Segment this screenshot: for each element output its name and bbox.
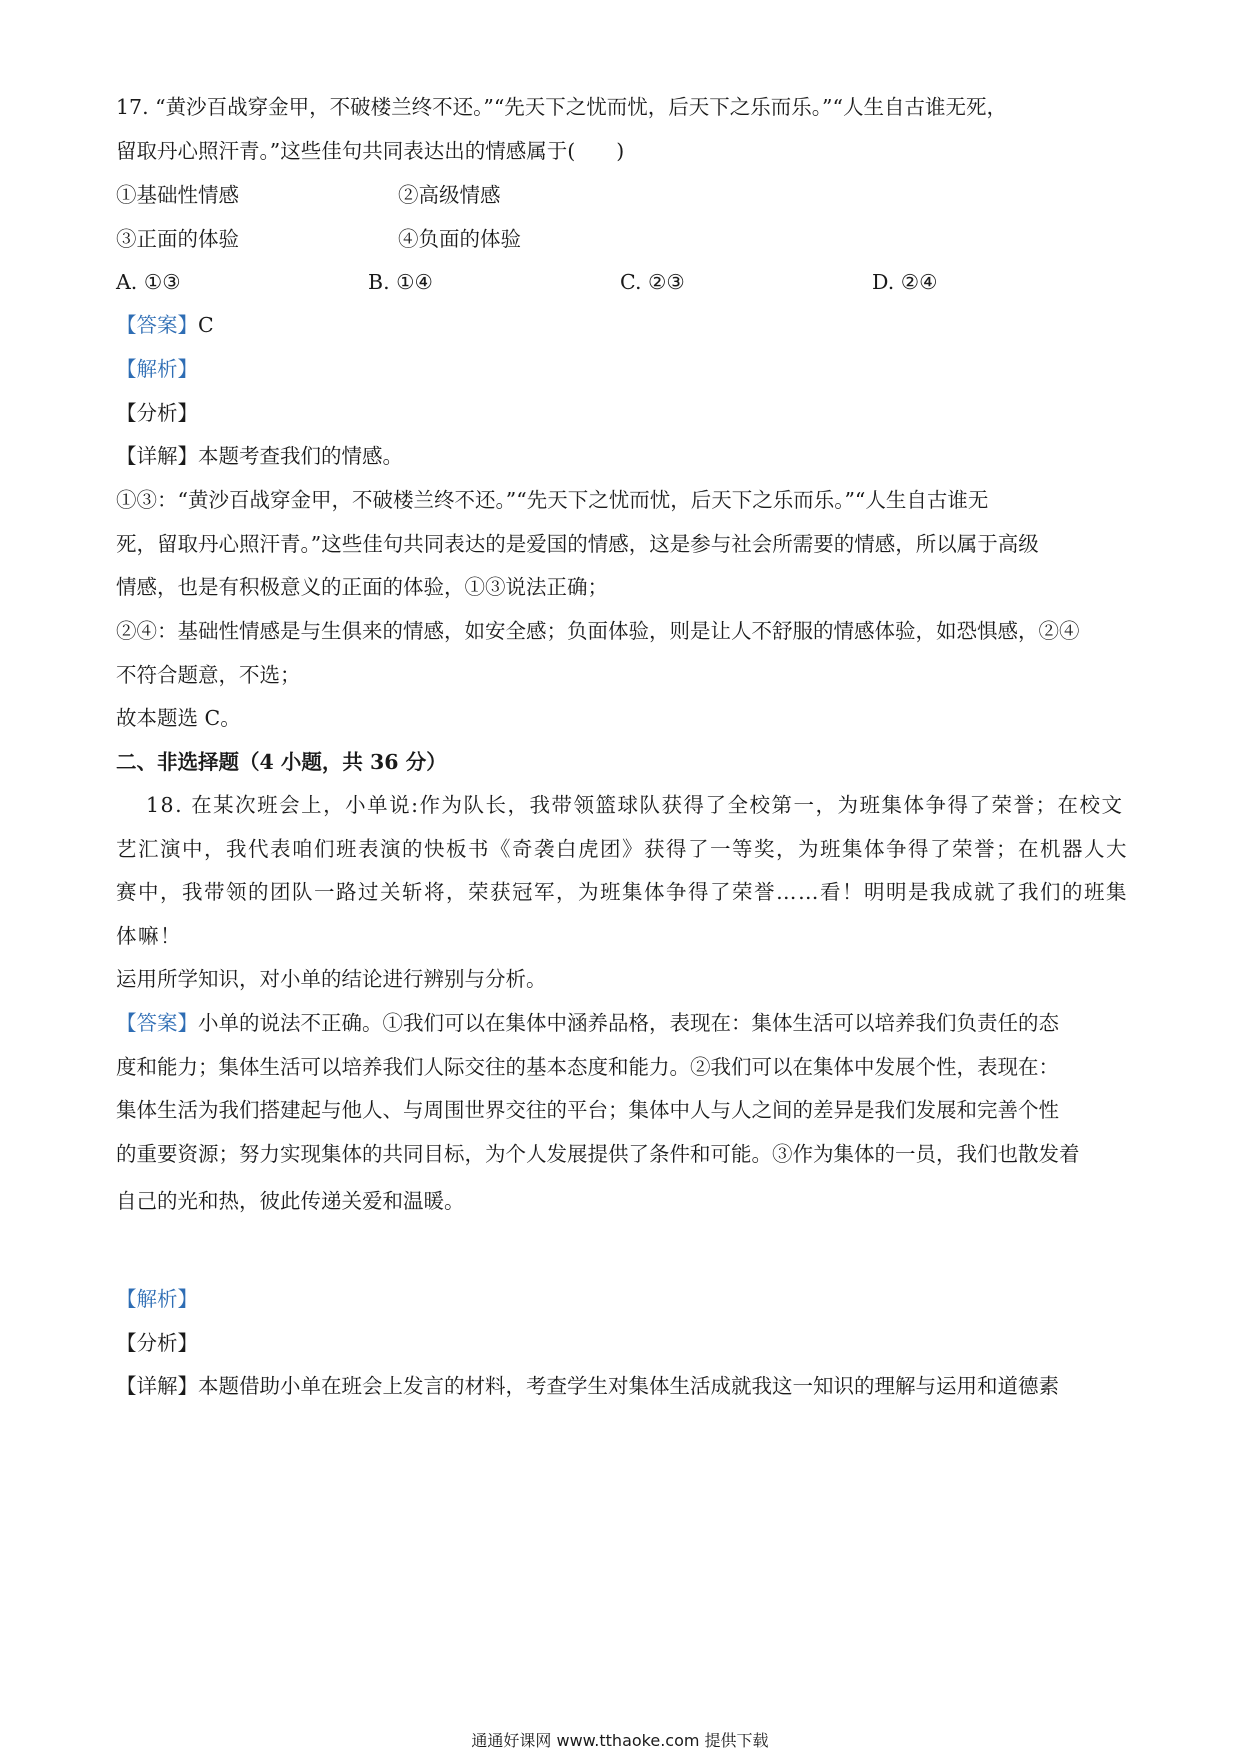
q18-answer-line: 自己的光和热，彼此传递关爱和温暖。 [116, 1189, 465, 1213]
q17-option-d: D. ②④ [872, 270, 938, 294]
q18-fenxi-tag: 【分析】 [116, 1331, 198, 1355]
q17-option-c: C. ②③ [620, 270, 685, 294]
q18-material-line: 18. 在某次班会上，小单说:作为队长，我带领篮球队获得了全校第一，为班集体争得了荣誉；在校文 [146, 793, 1124, 817]
q17-analysis-tag: 【解析】 [116, 357, 198, 381]
q18-material-line: 赛中，我带领的团队一路过关斩将，荣获冠军，为班集体争得了荣誉……看！明明是我成就了我们的班集 [116, 880, 1128, 904]
q18-answer-tag: 【答案】 [116, 1011, 198, 1035]
q17-detail-tag: 【详解】 [116, 444, 198, 468]
q18-answer-line: 度和能力；集体生活可以培养我们人际交往的基本态度和能力。②我们可以在集体中发展个性，表现在： [116, 1055, 1059, 1079]
q18-question: 运用所学知识，对小单的结论进行辨别与分析。 [116, 967, 547, 991]
q17-option-a: A. ①③ [116, 270, 181, 294]
q18-material-line: 艺汇演中，我代表咱们班表演的快板书《奇袭白虎团》获得了一等奖，为班集体争得了荣誉；在机器人大 [116, 837, 1128, 861]
q18-detail [116, 1371, 1136, 1401]
q18-detail-tag: 【详解】 [116, 1374, 198, 1398]
q17-explanation-line: 情感，也是有积极意义的正面的体验，①③说法正确； [116, 575, 608, 599]
q18-analysis-tag: 【解析】 [116, 1287, 198, 1311]
q17-stem-line-2: 留取丹心照汗青。”这些佳句共同表达出的情感属于( ) [116, 139, 625, 163]
q17-answer-value: C [198, 313, 214, 337]
q17-answer [116, 310, 1136, 340]
q17-explanation-line: 故本题选 C。 [116, 706, 241, 730]
q18-material-line: 体嘛！ [116, 924, 182, 948]
q18-answer-text: 小单的说法不正确。①我们可以在集体中涵养品格，表现在：集体生活可以培养我们负责任的态 [198, 1011, 1059, 1035]
q17-item-4: ④负面的体验 [398, 227, 521, 251]
q17-item-3: ③正面的体验 [116, 227, 239, 251]
q18-detail-text: 本题借助小单在班会上发言的材料，考查学生对集体生活成就我这一知识的理解与运用和道德素 [198, 1374, 1059, 1398]
q17-stem-line-1: 17. “黄沙百战穿金甲，不破楼兰终不还。”“先天下之忧而忧，后天下之乐而乐。”“人生自古谁无死， [116, 95, 1008, 119]
q17-fenxi-tag: 【分析】 [116, 401, 198, 425]
q18-answer-line: 集体生活为我们搭建起与他人、与周围世界交往的平台；集体中人与人之间的差异是我们发展和完善个性 [116, 1098, 1059, 1122]
q17-answer-tag: 【答案】 [116, 313, 198, 337]
page-footer: 通通好课网 www.tthaoke.com 提供下载 [471, 1731, 769, 1750]
q18-answer-line: 的重要资源；努力实现集体的共同目标，为个人发展提供了条件和可能。③作为集体的一员，我们也散发着 [116, 1142, 1080, 1166]
q17-item-2: ②高级情感 [398, 183, 501, 207]
q17-detail-text: 本题考查我们的情感。 [198, 444, 403, 468]
q17-option-b: B. ①④ [368, 270, 433, 294]
q17-detail [116, 441, 1136, 471]
section-2-heading: 二、非选择题（4 小题，共 36 分） [116, 750, 447, 774]
q17-explanation-line: 死，留取丹心照汗青。”这些佳句共同表达的是爱国的情感，这是参与社会所需要的情感，所以属于高级 [116, 532, 1039, 556]
q17-item-1: ①基础性情感 [116, 183, 239, 207]
q18-answer-line-1 [116, 1008, 1136, 1038]
q17-explanation-line: 不符合题意，不选； [116, 663, 301, 687]
q17-explanation-line: ②④：基础性情感是与生俱来的情感，如安全感；负面体验，则是让人不舒服的情感体验，如恐惧感，②④ [116, 619, 1080, 643]
q17-explanation-line: ①③：“黄沙百战穿金甲，不破楼兰终不还。”“先天下之忧而忧，后天下之乐而乐。”“人生自古谁无 [116, 488, 989, 512]
